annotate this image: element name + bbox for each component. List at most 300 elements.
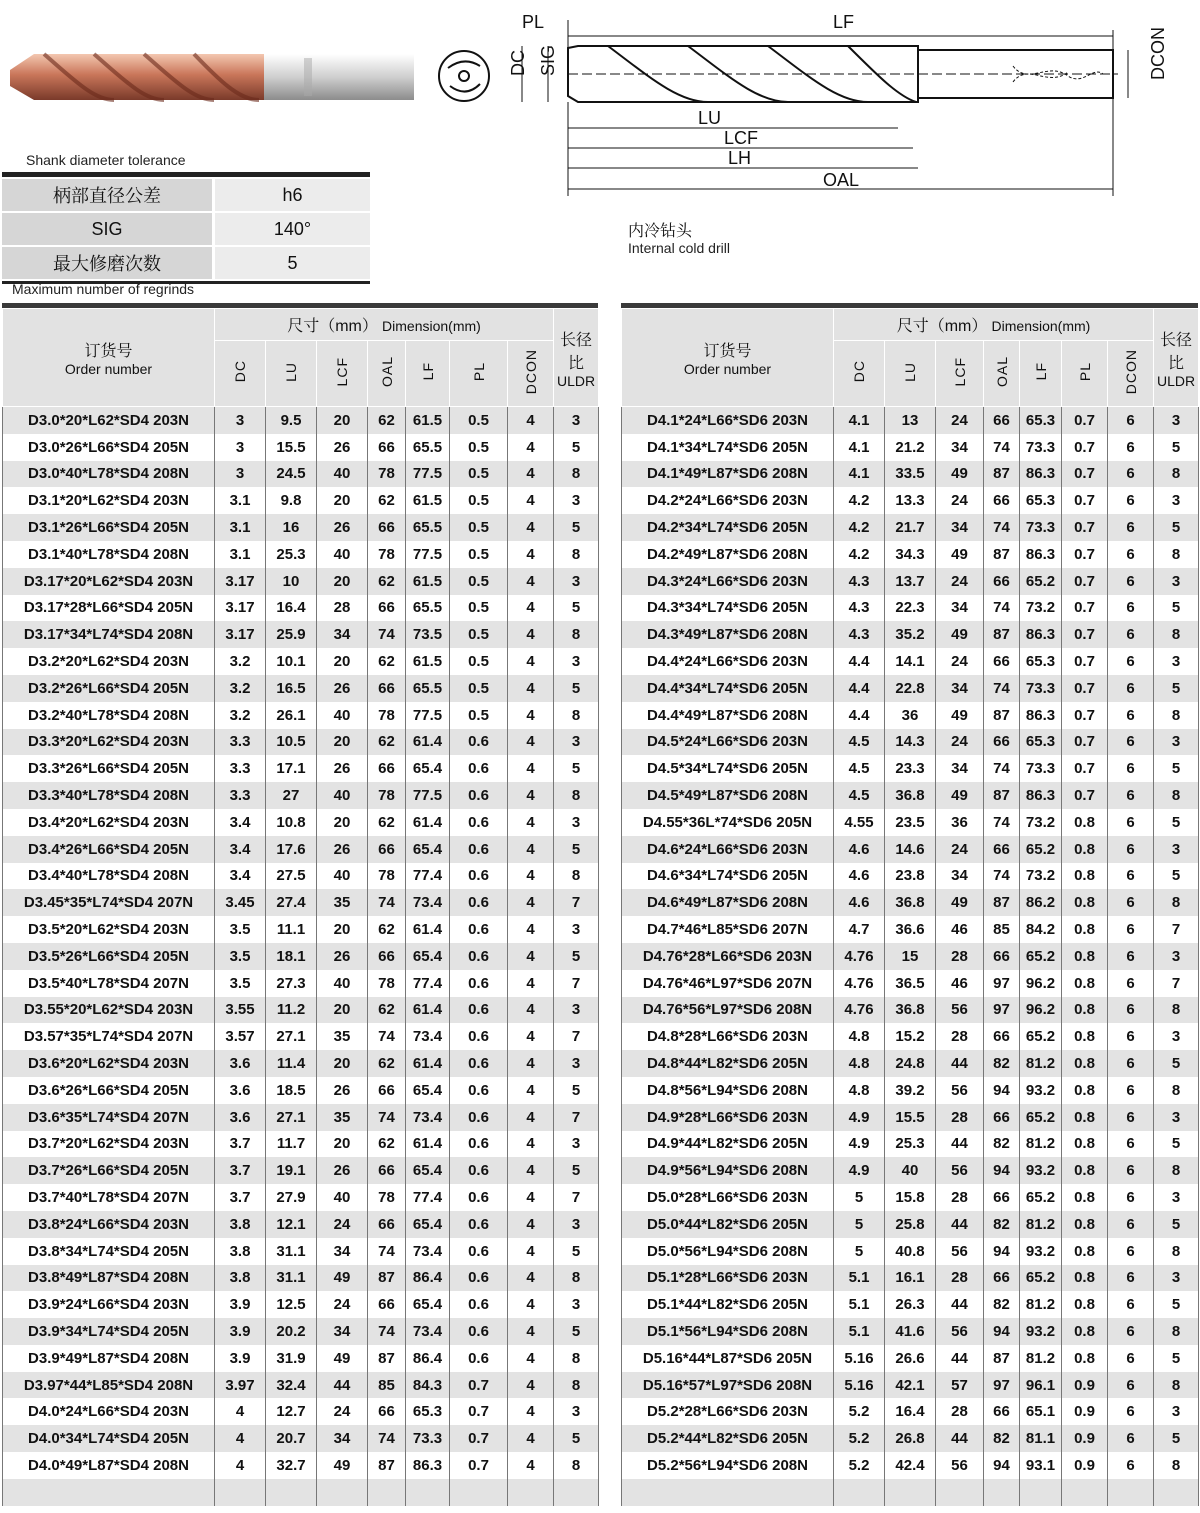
table-cell: 6	[1108, 1372, 1154, 1399]
table-cell: 87	[368, 1265, 406, 1292]
table-cell: 0.7	[1062, 461, 1108, 488]
table-row	[3, 1157, 599, 1184]
table-cell: 65.4	[406, 1157, 450, 1184]
drill-type-cn: 内冷钻头	[628, 223, 693, 240]
table-cell	[508, 1479, 554, 1506]
table-cell: 66	[368, 1398, 406, 1425]
order-number-cell: D3.6*26*L66*SD4 205N	[3, 1077, 215, 1104]
table-cell: 0.8	[1062, 943, 1108, 970]
table-cell: 27.5	[266, 863, 317, 890]
table-cell: 3	[1154, 407, 1199, 434]
table-cell: 97	[984, 970, 1020, 997]
label-lf: LF	[833, 12, 855, 32]
table-cell: 24	[317, 1211, 368, 1238]
ratio-cn1: 长径	[1160, 331, 1193, 349]
table-cell: 4	[508, 702, 554, 729]
table-cell: 27	[266, 782, 317, 809]
table-cell: 49	[936, 889, 984, 916]
table-cell: 40	[317, 461, 368, 488]
table-cell: 26	[317, 434, 368, 461]
label-dcon: DCON	[1148, 27, 1168, 80]
table-cell: 4	[508, 434, 554, 461]
table-cell: 12.5	[266, 1291, 317, 1318]
table-cell: 40	[317, 970, 368, 997]
table-cell: 77.4	[406, 863, 450, 890]
table-cell: 66	[984, 1023, 1020, 1050]
table-row	[3, 487, 599, 514]
table-cell: 4	[508, 514, 554, 541]
table-cell: 93.1	[1020, 1452, 1062, 1479]
table-cell: 74	[984, 755, 1020, 782]
order-number-cell: D4.1*49*L87*SD6 208N	[622, 461, 834, 488]
table-cell: 8	[554, 1265, 599, 1292]
order-number-cell: D5.0*56*L94*SD6 208N	[622, 1238, 834, 1265]
table-cell: 20	[317, 1050, 368, 1077]
order-number-cell: D3.45*35*L74*SD4 207N	[3, 889, 215, 916]
table-row	[3, 1050, 599, 1077]
table-cell: 6	[1108, 889, 1154, 916]
table-cell: 5	[554, 836, 599, 863]
order-number-cell: D3.8*49*L87*SD4 208N	[3, 1265, 215, 1292]
col-header: LCF	[936, 341, 984, 407]
table-cell: 82	[984, 1211, 1020, 1238]
table-cell: 28	[936, 1398, 984, 1425]
table-cell: 22.3	[885, 595, 936, 622]
table-cell: 62	[368, 487, 406, 514]
table-cell: 15.2	[885, 1023, 936, 1050]
ratio-en: ULDR	[557, 372, 596, 389]
table-cell: 6	[1108, 514, 1154, 541]
order-number-cell: D3.7*40*L78*SD4 207N	[3, 1184, 215, 1211]
table-cell: 5	[554, 434, 599, 461]
table-cell	[215, 1479, 266, 1506]
table-row	[622, 1398, 1199, 1425]
table-cell: 3.8	[215, 1238, 266, 1265]
table-cell: 82	[984, 1131, 1020, 1158]
table-cell: 28	[936, 1104, 984, 1131]
table-cell: 66	[368, 1077, 406, 1104]
order-number-cell: D3.2*20*L62*SD4 203N	[3, 648, 215, 675]
table-cell	[1154, 1479, 1199, 1506]
order-number-cell: D3.1*20*L62*SD4 203N	[3, 487, 215, 514]
table-cell: 5	[1154, 595, 1199, 622]
order-number-cell: D4.76*28*L66*SD6 203N	[622, 943, 834, 970]
table-cell: 0.7	[1062, 755, 1108, 782]
table-cell: 20	[317, 809, 368, 836]
dimension-header	[834, 309, 1154, 341]
order-number-cell: D4.8*44*L82*SD6 205N	[622, 1050, 834, 1077]
table-cell: 0.9	[1062, 1425, 1108, 1452]
table-cell: 0.9	[1062, 1398, 1108, 1425]
table-cell: 3.9	[215, 1345, 266, 1372]
table-cell: 3	[1154, 487, 1199, 514]
table-cell: 6	[1108, 487, 1154, 514]
table-cell: 74	[984, 595, 1020, 622]
table-cell: 46	[936, 916, 984, 943]
table-cell: 66	[984, 648, 1020, 675]
order-number-cell: D3.5*40*L78*SD4 207N	[3, 970, 215, 997]
table-cell: 62	[368, 1050, 406, 1077]
table-cell: 66	[368, 595, 406, 622]
table-cell: 0.7	[1062, 621, 1108, 648]
table-cell: 6	[1108, 729, 1154, 756]
table-cell: 4.7	[834, 916, 885, 943]
table-cell: 3.8	[215, 1211, 266, 1238]
table-cell: 4.5	[834, 782, 885, 809]
table-cell: 27.1	[266, 1023, 317, 1050]
table-cell: 78	[368, 461, 406, 488]
table-cell	[984, 1479, 1020, 1506]
table-cell: 0.8	[1062, 1318, 1108, 1345]
table-cell: 39.2	[885, 1077, 936, 1104]
table-cell: 4	[508, 1211, 554, 1238]
table-cell: 20	[317, 568, 368, 595]
table-cell: 3.45	[215, 889, 266, 916]
table-cell: 6	[1108, 997, 1154, 1024]
table-cell: 66	[368, 1211, 406, 1238]
table-cell: 6	[1108, 1425, 1154, 1452]
table-row-empty	[3, 1479, 599, 1506]
table-cell: 9.5	[266, 407, 317, 434]
table-cell: 3.5	[215, 916, 266, 943]
table-cell: 42.1	[885, 1372, 936, 1399]
table-cell: 56	[936, 1238, 984, 1265]
regrinds-caption: Maximum number of regrinds	[12, 281, 195, 297]
table-cell	[3, 1479, 215, 1506]
table-cell: 11.7	[266, 1131, 317, 1158]
table-cell: 93.2	[1020, 1077, 1062, 1104]
table-cell: 26.3	[885, 1291, 936, 1318]
table-cell: 16.4	[885, 1398, 936, 1425]
order-number-cell: D3.9*24*L66*SD4 203N	[3, 1291, 215, 1318]
table-cell: 11.1	[266, 916, 317, 943]
table-cell: 3.4	[215, 863, 266, 890]
table-cell: 4	[508, 407, 554, 434]
table-cell: 49	[936, 702, 984, 729]
label-oal: OAL	[823, 170, 860, 190]
table-cell: 3.9	[215, 1318, 266, 1345]
table-cell: 4.9	[834, 1157, 885, 1184]
table-row	[3, 916, 599, 943]
table-cell: 4	[508, 809, 554, 836]
table-cell: 5.1	[834, 1318, 885, 1345]
table-cell: 66	[984, 407, 1020, 434]
order-number-cell: D3.3*26*L66*SD4 205N	[3, 755, 215, 782]
table-row	[622, 702, 1199, 729]
table-cell: 66	[984, 1265, 1020, 1292]
table-cell: 16.4	[266, 595, 317, 622]
table-cell: 5	[1154, 755, 1199, 782]
table-cell: 8	[1154, 1157, 1199, 1184]
table-cell	[368, 1479, 406, 1506]
table-cell: 3	[554, 487, 599, 514]
table-cell: 4	[508, 1345, 554, 1372]
order-number-cell: D4.5*24*L66*SD6 203N	[622, 729, 834, 756]
table-row	[622, 863, 1199, 890]
table-cell: 87	[368, 1452, 406, 1479]
table-cell: 62	[368, 809, 406, 836]
order-number-cell: D3.0*26*L66*SD4 205N	[3, 434, 215, 461]
order-number-cell: D4.0*49*L87*SD4 208N	[3, 1452, 215, 1479]
table-cell: 0.7	[1062, 514, 1108, 541]
table-cell: 44	[936, 1345, 984, 1372]
table-cell: 65.2	[1020, 568, 1062, 595]
table-row	[622, 1077, 1199, 1104]
table-cell: 31.1	[266, 1265, 317, 1292]
order-number-cell: D3.8*34*L74*SD4 205N	[3, 1238, 215, 1265]
table-cell: 87	[984, 541, 1020, 568]
table-cell: 0.8	[1062, 1291, 1108, 1318]
table-cell: 82	[984, 1050, 1020, 1077]
table-cell: 0.8	[1062, 997, 1108, 1024]
table-cell: 17.1	[266, 755, 317, 782]
table-row	[3, 1238, 599, 1265]
table-cell: 65.2	[1020, 1184, 1062, 1211]
table-cell: 96.1	[1020, 1372, 1062, 1399]
table-cell: 3.7	[215, 1131, 266, 1158]
table-cell: 6	[1108, 863, 1154, 890]
table-cell: 0.6	[450, 1318, 508, 1345]
table-cell: 0.9	[1062, 1372, 1108, 1399]
table-cell: 0.6	[450, 943, 508, 970]
table-cell: 3.17	[215, 621, 266, 648]
table-cell: 4	[508, 541, 554, 568]
table-row	[3, 755, 599, 782]
table-cell: 8	[1154, 1238, 1199, 1265]
table-cell: 6	[1108, 1398, 1154, 1425]
table-cell: 5	[554, 514, 599, 541]
order-number-cell: D3.17*28*L66*SD4 205N	[3, 595, 215, 622]
table-cell: 4.4	[834, 702, 885, 729]
ratio-header	[554, 309, 599, 407]
table-cell: 73.3	[1020, 675, 1062, 702]
table-cell: 73.2	[1020, 863, 1062, 890]
table-cell: 4.76	[834, 943, 885, 970]
table-cell: 4.1	[834, 434, 885, 461]
table-cell: 93.2	[1020, 1157, 1062, 1184]
table-row	[622, 916, 1199, 943]
table-cell: 94	[984, 1157, 1020, 1184]
col-header: DCON	[508, 341, 554, 407]
shank-tolerance-caption: Shank diameter tolerance	[26, 152, 186, 168]
table-cell: 4	[508, 1425, 554, 1452]
table-cell: 5	[554, 755, 599, 782]
table-row	[622, 836, 1199, 863]
table-cell: 49	[936, 461, 984, 488]
table-cell: 34	[317, 621, 368, 648]
table-cell: 3.17	[215, 568, 266, 595]
table-cell: 86.3	[1020, 461, 1062, 488]
table-cell: 81.2	[1020, 1211, 1062, 1238]
table-cell: 86.4	[406, 1345, 450, 1372]
table-cell: 24	[936, 407, 984, 434]
table-cell: 4	[508, 916, 554, 943]
order-number-cell: D3.17*20*L62*SD4 203N	[3, 568, 215, 595]
table-cell: 65.3	[1020, 648, 1062, 675]
order-header-cn: 订货号	[84, 343, 133, 360]
table-cell: 94	[984, 1318, 1020, 1345]
table-cell: 61.5	[406, 648, 450, 675]
table-cell: 0.6	[450, 997, 508, 1024]
table-cell: 15.8	[885, 1184, 936, 1211]
table-cell: 28	[936, 1184, 984, 1211]
table-cell: 6	[1108, 541, 1154, 568]
table-cell: 5.2	[834, 1452, 885, 1479]
table-cell: 24.5	[266, 461, 317, 488]
table-cell: 24.8	[885, 1050, 936, 1077]
order-number-cell: D3.0*40*L78*SD4 208N	[3, 461, 215, 488]
table-cell: 3.1	[215, 541, 266, 568]
table-cell: 3	[554, 1050, 599, 1077]
table-cell: 87	[984, 782, 1020, 809]
table-cell: 40	[885, 1157, 936, 1184]
table-cell: 14.1	[885, 648, 936, 675]
table-cell: 4	[508, 1184, 554, 1211]
table-cell: 74	[368, 1104, 406, 1131]
table-cell: 77.5	[406, 461, 450, 488]
table-cell: 36.6	[885, 916, 936, 943]
table-cell: 13	[885, 407, 936, 434]
table-cell: 4.9	[834, 1131, 885, 1158]
table-row	[622, 1238, 1199, 1265]
col-header: DCON	[1108, 341, 1154, 407]
table-cell: 65.1	[1020, 1398, 1062, 1425]
table-cell: 0.5	[450, 434, 508, 461]
table-row	[622, 1157, 1199, 1184]
table-cell: 0.8	[1062, 970, 1108, 997]
table-row	[3, 1291, 599, 1318]
table-cell: 94	[984, 1077, 1020, 1104]
order-number-cell: D4.5*49*L87*SD6 208N	[622, 782, 834, 809]
table-cell	[936, 1479, 984, 1506]
table-cell: 4	[508, 648, 554, 675]
order-number-cell: D4.55*36L*74*SD6 205N	[622, 809, 834, 836]
ratio-en: ULDR	[1157, 372, 1196, 389]
table-cell: 4.8	[834, 1050, 885, 1077]
table-cell: 0.8	[1062, 889, 1108, 916]
table-cell: 87	[984, 621, 1020, 648]
table-cell: 4	[508, 1265, 554, 1292]
col-header: PL	[450, 341, 508, 407]
table-cell: 66	[368, 755, 406, 782]
table-cell: 6	[1108, 809, 1154, 836]
drill-end-view	[439, 51, 489, 101]
table-cell: 0.7	[1062, 568, 1108, 595]
table-cell: 0.7	[450, 1425, 508, 1452]
order-header-en: Order number	[683, 361, 772, 377]
table-cell: 0.7	[1062, 729, 1108, 756]
table-cell: 8	[1154, 541, 1199, 568]
table-cell: 8	[1154, 621, 1199, 648]
table-row	[622, 1211, 1199, 1238]
table-cell: 65.5	[406, 675, 450, 702]
table-cell: 27.4	[266, 889, 317, 916]
table-cell: 85	[984, 916, 1020, 943]
order-number-cell: D4.8*56*L94*SD6 208N	[622, 1077, 834, 1104]
table-row	[3, 1425, 599, 1452]
spec-value: 5	[215, 247, 370, 279]
table-cell: 44	[936, 1291, 984, 1318]
table-cell: 10.5	[266, 729, 317, 756]
table-cell: 74	[984, 863, 1020, 890]
table-cell: 0.6	[450, 1184, 508, 1211]
table-cell: 36	[936, 809, 984, 836]
table-cell: 6	[1108, 595, 1154, 622]
order-number-cell: D3.5*20*L62*SD4 203N	[3, 916, 215, 943]
table-cell: 4.6	[834, 863, 885, 890]
table-cell: 82	[984, 1291, 1020, 1318]
table-cell: 34	[936, 514, 984, 541]
table-row	[622, 1104, 1199, 1131]
table-cell: 40.8	[885, 1238, 936, 1265]
table-cell: 0.8	[1062, 1131, 1108, 1158]
table-cell: 5	[554, 1077, 599, 1104]
table-cell: 8	[554, 1345, 599, 1372]
table-cell: 77.4	[406, 1184, 450, 1211]
table-cell: 4	[508, 1023, 554, 1050]
table-cell: 6	[1108, 916, 1154, 943]
table-cell: 5	[1154, 675, 1199, 702]
label-lu: LU	[698, 108, 722, 128]
table-cell: 0.6	[450, 1265, 508, 1292]
table-cell: 40	[317, 541, 368, 568]
ratio-cn2: 比	[568, 354, 585, 372]
table-cell: 65.2	[1020, 1023, 1062, 1050]
table-cell: 46	[936, 970, 984, 997]
order-number-cell: D5.1*28*L66*SD6 203N	[622, 1265, 834, 1292]
order-number-cell: D4.76*56*L97*SD6 208N	[622, 997, 834, 1024]
table-cell: 18.1	[266, 943, 317, 970]
table-cell: 3	[554, 997, 599, 1024]
order-number-cell: D4.3*34*L74*SD6 205N	[622, 595, 834, 622]
table-cell: 3	[1154, 1104, 1199, 1131]
table-cell: 8	[1154, 1318, 1199, 1345]
table-cell: 4	[215, 1398, 266, 1425]
table-cell: 86.3	[406, 1452, 450, 1479]
table-cell: 3	[554, 916, 599, 943]
table-cell: 74	[984, 809, 1020, 836]
table-cell: 62	[368, 648, 406, 675]
table-row	[3, 943, 599, 970]
table-cell: 23.3	[885, 755, 936, 782]
table-row	[3, 407, 599, 434]
table-cell: 5.16	[834, 1345, 885, 1372]
table-cell: 4.8	[834, 1023, 885, 1050]
table-cell: 4.2	[834, 487, 885, 514]
table-cell: 24	[936, 836, 984, 863]
table-cell: 44	[936, 1131, 984, 1158]
table-cell: 5	[554, 1425, 599, 1452]
table-cell: 81.2	[1020, 1291, 1062, 1318]
table-cell: 8	[554, 1452, 599, 1479]
table-cell: 6	[1108, 1050, 1154, 1077]
dimension-table-right	[621, 308, 1199, 1506]
table-cell: 0.8	[1062, 1157, 1108, 1184]
table-row	[3, 541, 599, 568]
table-cell: 3.7	[215, 1157, 266, 1184]
table-cell: 5	[1154, 434, 1199, 461]
table-cell: 0.6	[450, 782, 508, 809]
table-cell: 3.3	[215, 729, 266, 756]
order-number-cell: D4.9*56*L94*SD6 208N	[622, 1157, 834, 1184]
table-cell: 77.4	[406, 970, 450, 997]
table-cell: 61.4	[406, 809, 450, 836]
table-cell: 78	[368, 1184, 406, 1211]
table-cell: 0.8	[1062, 863, 1108, 890]
order-number-cell: D5.2*44*L82*SD6 205N	[622, 1425, 834, 1452]
table-cell: 4.55	[834, 809, 885, 836]
table-cell: 86.3	[1020, 702, 1062, 729]
